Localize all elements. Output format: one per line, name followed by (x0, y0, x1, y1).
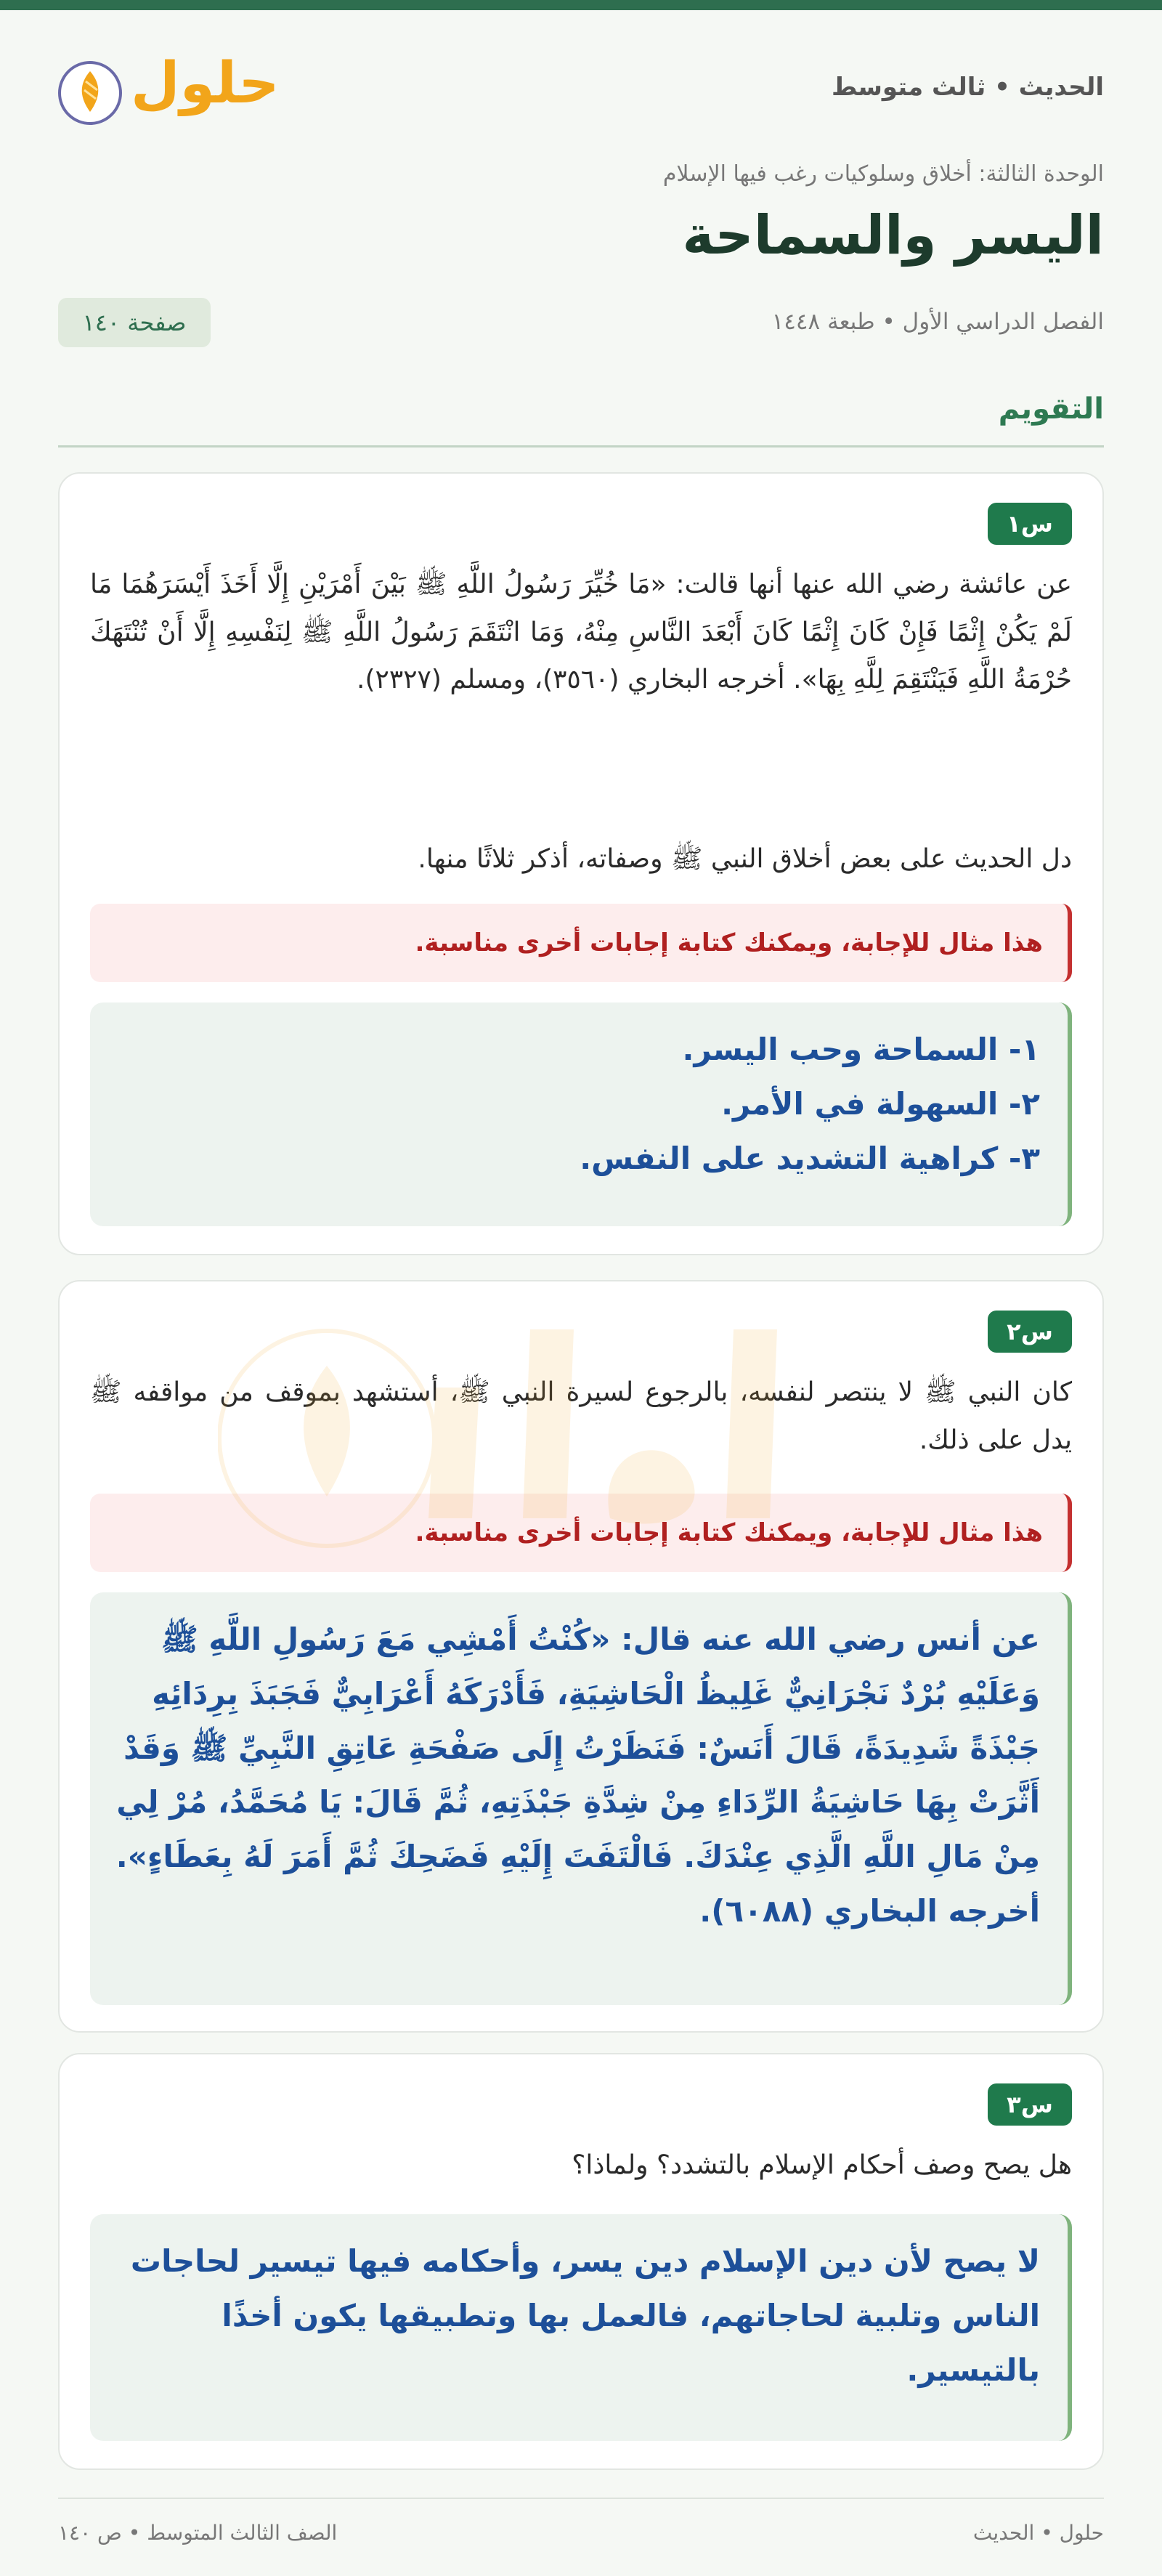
page-header (58, 44, 1104, 138)
question-badge: س٣ (988, 2083, 1072, 2126)
page-title: اليسر والسماحة (682, 204, 1104, 267)
question-card-2 (58, 1280, 1104, 2033)
answer-box (90, 1003, 1072, 1226)
question-prompt: دل الحديث على بعض أخلاق النبي ﷺ وصفاته، أذكر ثلاثًا منها. (418, 844, 1072, 874)
answer-list (112, 1023, 1040, 1186)
list-item: ١- السماحة وحب اليسر. (682, 1032, 1040, 1067)
question-prompt: هل يصح وصف أحكام الإسلام بالتشدد؟ ولماذا؟ (572, 2150, 1072, 2180)
footer-divider (58, 2498, 1104, 2499)
question-prompt: كان النبي ﷺ لا ينتصر لنفسه، بالرجوع لسيرة النبي ﷺ، أستشهد بموقف من مواقفه ﷺ يدل على ذلك. (90, 1377, 1072, 1455)
answer-box: لا يصح لأن دين الإسلام دين يسر، وأحكامه فيها تيسير لحاجات الناس وتلبية لحاجاتهم، فالعمل بها وتطبيقها يكون أخذًا بالتيسير. (90, 2214, 1072, 2441)
footer-brand: حلول • الحديث (972, 2521, 1104, 2545)
question-card-3 (58, 2053, 1104, 2470)
subject-label: الحديث • ثالث متوسط (832, 73, 1104, 102)
term-edition: الفصل الدراسي الأول • طبعة ١٤٤٨ (771, 309, 1104, 335)
hadith-text: عن عائشة رضي الله عنها أنها قالت: «مَا خُيِّرَ رَسُولُ اللَّهِ ﷺ بَيْنَ أَمْرَيْنِ إِلَّا أَخَذَ أَيْسَرَهُمَا مَا لَمْ يَكُنْ إِثْمًا فَإِنْ كَانَ إِثْمًا كَانَ أَبْعَدَ النَّاسِ مِنْهُ، وَمَا انْتَقَمَ رَسُولُ اللَّهِ ﷺ لِنَفْسِهِ إِلَّا أَنْ تُنْتَهَكَ حُرْمَةُ اللَّهِ فَيَنْتَقِمَ لِلَّهِ بِهَا». أخرجه البخاري (٣٥٦٠)، ومسلم (٢٣٢٧). (90, 570, 1072, 695)
question-card-1 (58, 472, 1104, 1255)
answer-box: عن أنس رضي الله عنه قال: «كُنْتُ أَمْشِي مَعَ رَسُولِ اللَّهِ ﷺ وَعَلَيْهِ بُرْدٌ نَجْرَانِيٌّ غَلِيظُ الْحَاشِيَةِ، فَأَدْرَكَهُ أَعْرَابِيٌّ فَجَبَذَ بِرِدَائِهِ جَبْذَةً شَدِيدَةً، قَالَ أَنَسٌ: فَنَظَرْتُ إِلَى صَفْحَةِ عَاتِقِ النَّبِيِّ ﷺ وَقَدْ أَثَّرَتْ بِهَا حَاشِيَةُ الرِّدَاءِ مِنْ شِدَّةِ جَبْذَتِهِ، ثُمَّ قَالَ: يَا مُحَمَّدُ، مُرْ لِي مِنْ مَالِ اللَّهِ الَّذِي عِنْدَكَ. فَالْتَفَتَ إِلَيْهِ فَضَحِكَ ثُمَّ أَمَرَ لَهُ بِعَطَاءٍ». أخرجه البخاري (٦٠٨٨). (90, 1592, 1072, 2005)
question-badge: س١ (988, 503, 1072, 545)
top-accent-bar (0, 0, 1162, 10)
unit-label: الوحدة الثالثة: أخلاق وسلوكيات رغب فيها الإسلام (662, 161, 1104, 187)
page-number-badge: صفحة ١٤٠ (58, 298, 211, 347)
section-divider (58, 445, 1104, 447)
footer-page-info: الصف الثالث المتوسط • ص ١٤٠ (58, 2521, 338, 2545)
section-title: التقويم (998, 392, 1104, 426)
list-item: ٣- كراهية التشديد على النفس. (580, 1140, 1040, 1176)
brand-name: حلول (131, 51, 280, 116)
answer-note: هذا مثال للإجابة، ويمكنك كتابة إجابات أخرى مناسبة. (90, 904, 1072, 982)
question-badge: س٢ (988, 1311, 1072, 1353)
answer-note: هذا مثال للإجابة، ويمكنك كتابة إجابات أخرى مناسبة. (90, 1494, 1072, 1572)
list-item: ٢- السهولة في الأمر. (721, 1085, 1040, 1122)
brand-logo[interactable] (58, 51, 280, 131)
